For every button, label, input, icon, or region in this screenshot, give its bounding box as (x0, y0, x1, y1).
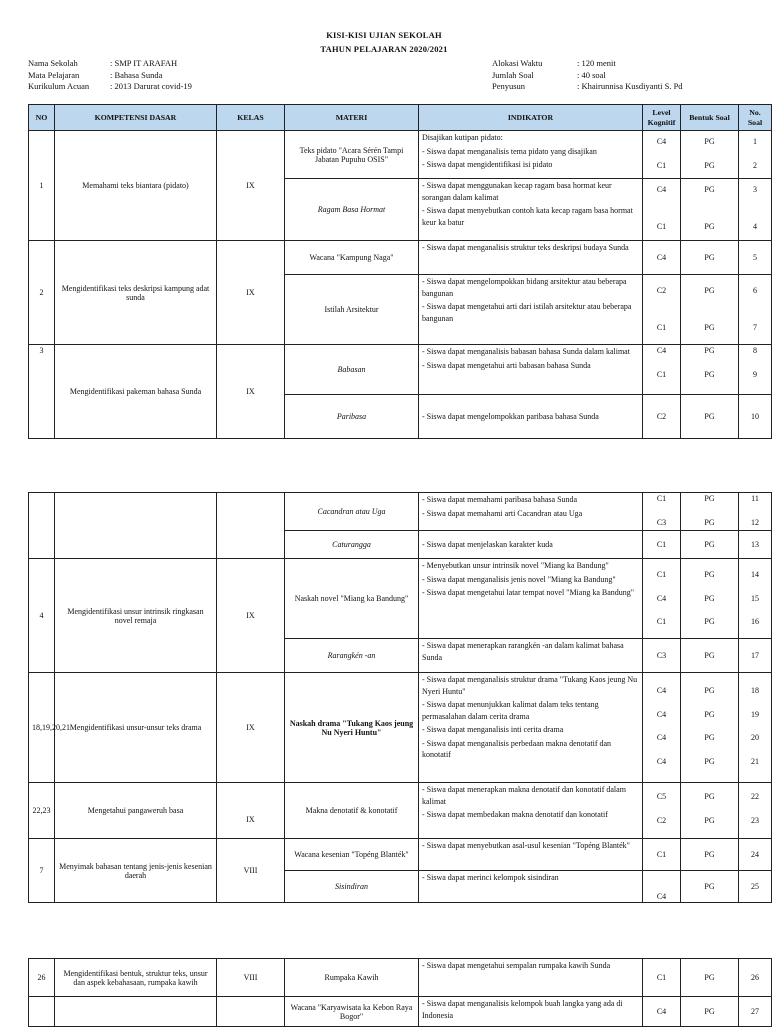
row-indikator: - Siswa dapat mengelompokkan bidang arsitektur atau beberapa bangunan - Siswa dapat mengetahui arti dari istilah arsitektur atau beberapa bangunan (419, 275, 643, 345)
row-kelas: IX (217, 241, 285, 345)
header-kelas: KELAS (217, 105, 285, 131)
header-nosoal: No. Soal (739, 105, 772, 131)
table-row (29, 493, 772, 531)
row-kd: Mengidentifikasi unsur-unsur teks drama (55, 673, 217, 783)
meta-value: : Khairunnisa Kusdiyanti S. Pd (577, 81, 683, 91)
table-row (29, 783, 772, 839)
table-row (29, 959, 772, 997)
row-indikator: - Siswa dapat merinci kelompok sisindiran (419, 871, 643, 903)
table-row (29, 241, 772, 275)
row-nosoal: 27 (739, 997, 772, 1027)
row-indikator: - Siswa dapat menganalisis struktur teks deskripsi budaya Sunda (419, 241, 643, 275)
row-materi: Babasan (285, 345, 419, 395)
kisi-table-3 (28, 958, 772, 1027)
meta-label: Nama Sekolah (28, 58, 78, 68)
row-kelas (217, 493, 285, 559)
row-kelas: VIII (217, 959, 285, 997)
header-bentuk: Bentuk Soal (681, 105, 739, 131)
row-no (29, 493, 55, 559)
row-kelas: IX (217, 559, 285, 673)
row-bentuk: PG (681, 959, 739, 997)
row-kd (55, 997, 217, 1027)
meta-left (28, 58, 192, 93)
header-indikator: INDIKATOR (419, 105, 643, 131)
row-bentuk: PG (681, 639, 739, 673)
row-indikator: - Siswa dapat mengelompokkan paribasa bahasa Sunda (419, 395, 643, 439)
table-row (29, 997, 772, 1027)
meta-value: : Bahasa Sunda (110, 69, 163, 80)
kisi-table-2 (28, 492, 772, 903)
row-indikator: - Siswa dapat menerapkan makna denotatif dan konotatif dalam kalimat - Siswa dapat membedakan makna denotatif dan konotatif (419, 783, 643, 839)
meta-label: Mata Pelajaran (28, 69, 80, 80)
row-no: 2 (29, 241, 55, 345)
row-bentuk: PG PG PG PG (681, 673, 739, 783)
row-kd: Menyimak bahasan tentang jenis-jenis kesenian daerah (55, 839, 217, 903)
row-bentuk: PG PG (681, 275, 739, 345)
row-indikator: - Siswa dapat mengetahui sempalan rumpaka kawih Sunda (419, 959, 643, 997)
row-bentuk: PG (681, 531, 739, 559)
row-no: 18,19,20,21 (29, 673, 55, 783)
meta-label: Penyusun (492, 81, 526, 91)
row-indikator: - Siswa dapat menyebutkan asal-usul kesenian "Topéng Blanték" (419, 839, 643, 871)
row-kelas: VIII (217, 839, 285, 903)
row-nosoal: 14 15 16 (739, 559, 772, 639)
row-materi: Istilah Arsitektur (285, 275, 419, 345)
row-materi: Teks pidato "Acara Sérén Tampi Jabatan Pupuhu OSIS" (285, 131, 419, 179)
row-materi: Rarangkén -an (285, 639, 419, 673)
row-nosoal: 1 2 (739, 131, 772, 179)
row-nosoal: 26 (739, 959, 772, 997)
table-row (29, 559, 772, 639)
row-level: C1 (643, 531, 681, 559)
row-bentuk: PG PG (681, 131, 739, 179)
row-kd (55, 493, 217, 559)
table-row (29, 345, 772, 395)
row-kelas: IX (217, 131, 285, 241)
row-no: 7 (29, 839, 55, 903)
row-nosoal: 22 23 (739, 783, 772, 839)
row-materi: Naskah novel "Miang ka Bandung" (285, 559, 419, 639)
row-indikator: - Siswa dapat menggunakan kecap ragam basa hormat keur sorangan dalam kalimat - Siswa dapat menyebutkan contoh kata kecap ragam basa hormat keur ka batur (419, 179, 643, 241)
row-no: 4 (29, 559, 55, 673)
meta-value: : SMP IT ARAFAH (110, 58, 178, 68)
header-no: NO (29, 105, 55, 131)
row-materi: Paribasa (285, 395, 419, 439)
row-level: C4 (643, 871, 681, 903)
row-no: 26 (29, 959, 55, 997)
row-materi: Cacandran atau Uga (285, 493, 419, 531)
row-no: 3 (29, 345, 55, 439)
row-kd: Memahami teks biantara (pidato) (55, 131, 217, 241)
row-level: C2 C1 (643, 275, 681, 345)
table-row (29, 839, 772, 871)
row-level: C4 (643, 241, 681, 275)
header-kd: KOMPETENSI DASAR (55, 105, 217, 131)
row-indikator: - Siswa dapat menjelaskan karakter kuda (419, 531, 643, 559)
row-nosoal: 11 12 (739, 493, 772, 531)
row-materi: Sisindiran (285, 871, 419, 903)
header-level: Level Kognitif (643, 105, 681, 131)
row-indikator: - Siswa dapat menganalisis kelompok buah langka yang ada di Indonesia (419, 997, 643, 1027)
row-indikator: - Siswa dapat menerapkan rarangkén -an dalam kalimat bahasa Sunda (419, 639, 643, 673)
row-level: C4 C1 (643, 179, 681, 241)
row-bentuk: PG (681, 839, 739, 871)
meta-value: : 120 menit (577, 58, 616, 68)
row-level: C1 C4 C1 (643, 559, 681, 639)
row-indikator: - Siswa dapat memahami paribasa bahasa Sunda - Siswa dapat memahami arti Cacandran atau Uga (419, 493, 643, 531)
row-level: C4 C1 (643, 345, 681, 395)
row-materi: Rumpaka Kawih (285, 959, 419, 997)
row-bentuk: PG PG (681, 493, 739, 531)
doc-title: KISI-KISI UJIAN SEKOLAH (326, 30, 442, 40)
meta-value: : 2013 Darurat covid-19 (110, 81, 192, 91)
meta-label: Jumlah Soal (492, 69, 534, 80)
row-indikator: Disajikan kutipan pidato: - Siswa dapat menganalisis tema pidato yang disajikan - Siswa dapat mengidentifikasi isi pidato (419, 131, 643, 179)
row-level: C1 C3 (643, 493, 681, 531)
row-no: 1 (29, 131, 55, 241)
row-kd: Mengidentifikasi teks deskripsi kampung adat sunda (55, 241, 217, 345)
meta-value: : 40 soal (577, 69, 606, 80)
row-nosoal: 10 (739, 395, 772, 439)
header-materi: MATERI (285, 105, 419, 131)
row-bentuk: PG (681, 241, 739, 275)
row-indikator: - Siswa dapat menganalisis babasan bahasa Sunda dalam kalimat - Siswa dapat mengetahui arti babasan bahasa Sunda (419, 345, 643, 395)
row-nosoal: 25 (739, 871, 772, 903)
row-level: C4 C4 C4 C4 (643, 673, 681, 783)
row-indikator: - Siswa dapat menganalisis struktur drama "Tukang Kaos jeung Nu Nyeri Huntu" - Siswa dapat menunjukkan kalimat dalam teks tentang permasalahan dalam cerita drama - Siswa dapat menganalisis inti cerita drama - Siswa dapat menganalisis perbedaan makna denotatif dan konotatif (419, 673, 643, 783)
row-kelas: IX (217, 673, 285, 783)
row-bentuk: PG (681, 395, 739, 439)
row-level: C3 (643, 639, 681, 673)
row-nosoal: 3 4 (739, 179, 772, 241)
row-bentuk: PG PG PG (681, 559, 739, 639)
row-nosoal: 8 9 (739, 345, 772, 395)
row-nosoal: 18 19 20 21 (739, 673, 772, 783)
kisi-table-1 (28, 104, 772, 439)
row-materi: Wacana "Kampung Naga" (285, 241, 419, 275)
row-indikator: - Menyebutkan unsur intrinsik novel "Miang ka Bandung" - Siswa dapat menganalisis jenis novel "Miang ka Bandung" - Siswa dapat mengetahui latar tempat novel "Miang ka Bandung" (419, 559, 643, 639)
row-materi: Naskah drama "Tukang Kaos jeung Nu Nyeri Huntu" (285, 673, 419, 783)
row-materi: Wacana "Karyawisata ka Kebon Raya Bogor" (285, 997, 419, 1027)
row-no (29, 997, 55, 1027)
row-kd: Mengidentifikasi bentuk, struktur teks, unsur dan aspek kebahasaan, rumpaka kawih (55, 959, 217, 997)
row-materi: Caturangga (285, 531, 419, 559)
row-nosoal: 24 (739, 839, 772, 871)
row-kelas (217, 997, 285, 1027)
row-materi: Wacana kesenian "Topéng Blanték" (285, 839, 419, 871)
meta-right (492, 58, 683, 93)
row-kelas: IX (217, 345, 285, 439)
row-materi: Ragam Basa Hormat (285, 179, 419, 241)
row-bentuk: PG PG (681, 783, 739, 839)
meta-label: Kurikulum Acuan (28, 81, 90, 91)
row-nosoal: 5 (739, 241, 772, 275)
row-bentuk: PG (681, 997, 739, 1027)
meta-label: Alokasi Waktu (492, 58, 543, 68)
row-kelas: IX (217, 783, 285, 839)
table-header-row (29, 105, 772, 131)
row-level: C1 (643, 959, 681, 997)
row-nosoal: 17 (739, 639, 772, 673)
row-kd: Mengidentifikasi unsur intrinsik ringkasan novel remaja (55, 559, 217, 673)
row-no: 22,23 (29, 783, 55, 839)
row-level: C4 C1 (643, 131, 681, 179)
row-level: C4 (643, 997, 681, 1027)
row-bentuk: PG PG (681, 345, 739, 395)
row-level: C2 (643, 395, 681, 439)
table-row (29, 131, 772, 179)
row-nosoal: 13 (739, 531, 772, 559)
row-materi: Makna denotatif & konotatif (285, 783, 419, 839)
doc-subtitle: TAHUN PELAJARAN 2020/2021 (320, 44, 448, 54)
row-bentuk: PG PG (681, 179, 739, 241)
row-bentuk: PG (681, 871, 739, 903)
row-kd: Mengidentifikasi pakeman bahasa Sunda (55, 345, 217, 439)
row-level: C5 C2 (643, 783, 681, 839)
table-row (29, 673, 772, 783)
row-kd: Mengetahui pangaweruh basa (55, 783, 217, 839)
row-level: C1 (643, 839, 681, 871)
row-nosoal: 6 7 (739, 275, 772, 345)
